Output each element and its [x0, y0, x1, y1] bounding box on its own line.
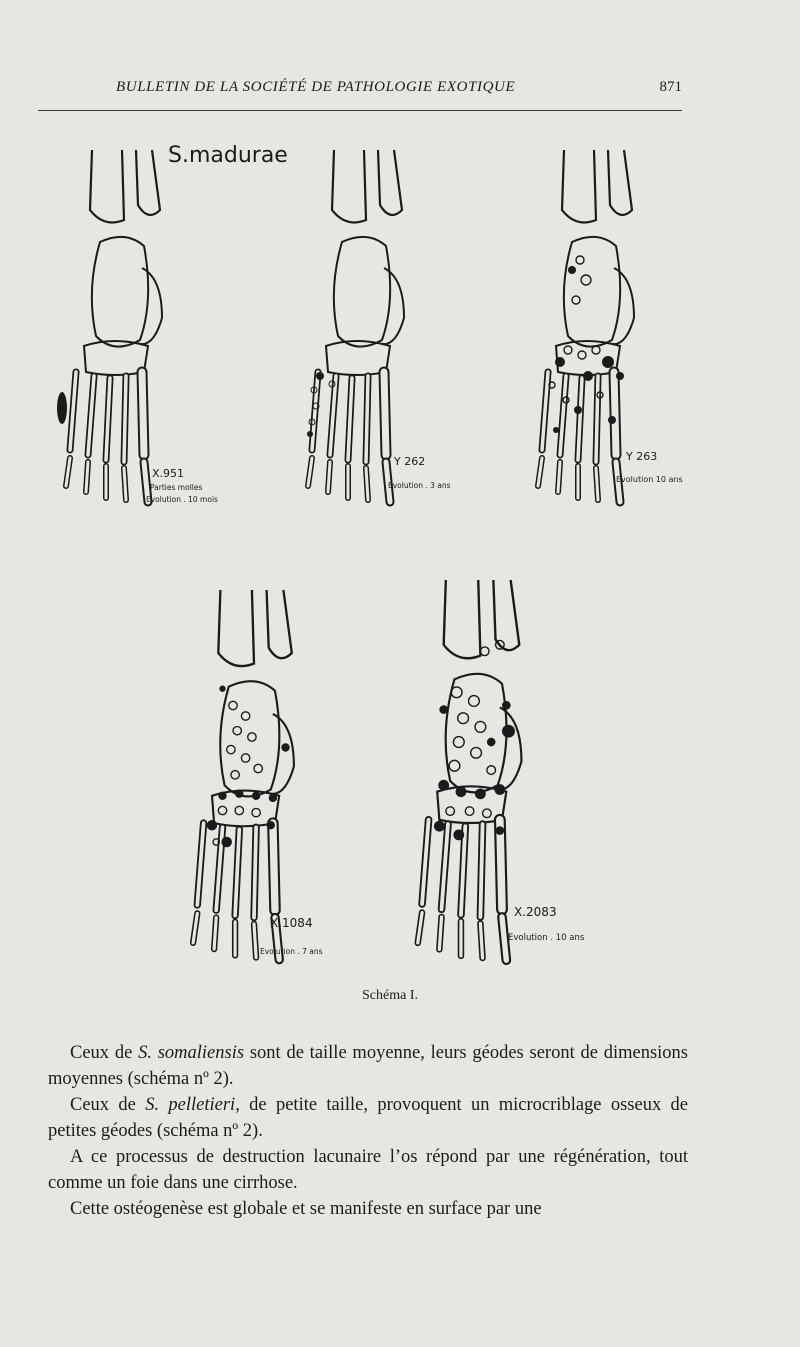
- foot-drawing-y263: [538, 150, 634, 502]
- panel-note-y262-2: Evolution . 3 ans: [388, 481, 451, 490]
- header-rule: [38, 110, 682, 111]
- panel-note-y263-2: Evolution 10 ans: [616, 475, 683, 484]
- paragraph-pelletieri: Ceux de S. pelletieri, de petite taille, provoquent un microcriblage osseux de petites géodes (schéma nº 2).: [48, 1095, 689, 1141]
- foot-drawing-x1084: [193, 590, 294, 960]
- panel-label-y263: Y 263: [626, 450, 658, 463]
- foot-skeleton-drawings: [30, 130, 750, 990]
- panel-note-x2083-2: Evolution . 10 ans: [508, 933, 585, 943]
- panel-note-x1084-2: Evolution . 7 ans: [260, 947, 323, 956]
- foot-drawing-x951: [57, 150, 162, 502]
- figure-caption: Schéma I.: [362, 988, 418, 1003]
- panel-label-x2083: X.2083: [514, 905, 557, 919]
- body-text: [48, 1040, 688, 1222]
- page-header: [38, 76, 682, 106]
- paragraph-somaliensis: Ceux de S. somaliensis sont de taille moyenne, leurs géodes seront de dimensions moyennes (schéma nº 2).: [48, 1043, 689, 1089]
- panel-note-x951-2: Evolution . 10 mois: [146, 495, 218, 504]
- figure-schema-1: [30, 130, 750, 1003]
- paragraph-regeneration: A ce processus de destruction lacunaire l’os répond par une régénération, tout comme un foie dans une cirrhose.: [48, 1147, 688, 1193]
- species-name: S. somaliensis: [138, 1043, 245, 1063]
- panel-label-x1084: X.1084: [270, 916, 313, 930]
- foot-drawing-y262: [307, 150, 404, 502]
- page-number: 871: [659, 79, 682, 95]
- paragraph-osteogenese: Cette ostéogenèse est globale et se manifeste en surface par une: [70, 1199, 542, 1219]
- panel-label-y262: Y 262: [394, 455, 426, 468]
- panel-label-x951: X.951: [152, 467, 185, 480]
- running-title: BULLETIN DE LA SOCIÉTÉ DE PATHOLOGIE EXOTIQUE: [116, 79, 516, 95]
- foot-drawing-x2083: [418, 580, 522, 960]
- figure-title: S.madurae: [168, 143, 288, 168]
- species-name: S. pelletieri: [145, 1095, 236, 1115]
- panel-note-x951-1: Parties molles: [150, 483, 203, 492]
